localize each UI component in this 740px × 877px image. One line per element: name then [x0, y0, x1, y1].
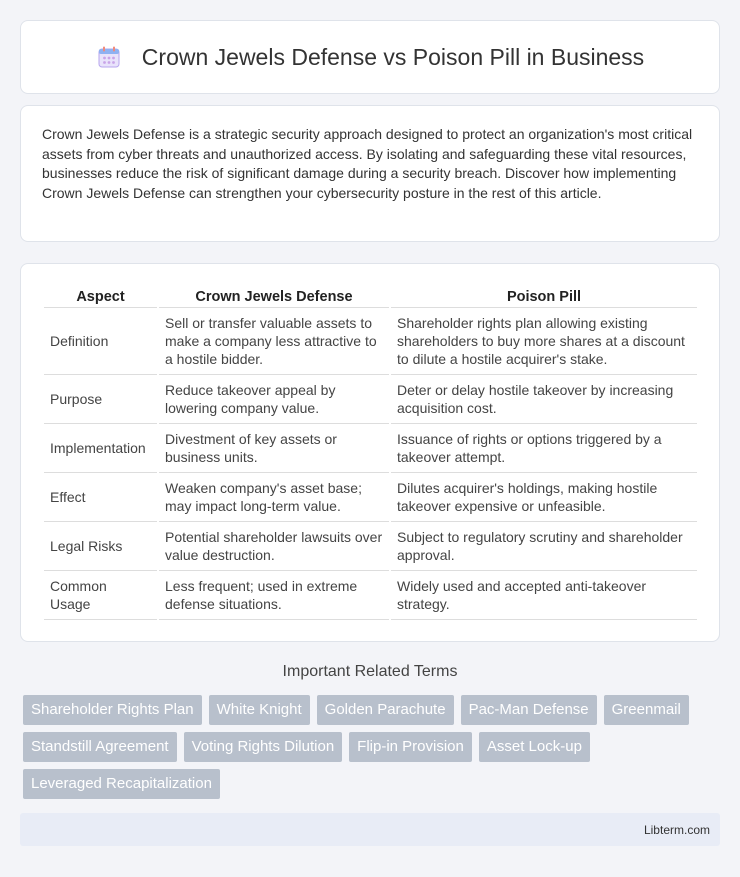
header-card [20, 20, 720, 94]
aspect-cell: Purpose [44, 375, 157, 424]
crown-jewels-cell: Weaken company's asset base; may impact long-term value. [159, 473, 389, 522]
aspect-cell: Legal Risks [44, 522, 157, 571]
related-terms-title: Important Related Terms [282, 663, 458, 680]
aspect-cell: Common Usage [44, 571, 157, 620]
related-terms-list [23, 695, 723, 799]
poison-pill-cell: Widely used and accepted anti-takeover strategy. [391, 571, 697, 620]
column-header-poison-pill: Poison Pill [391, 284, 697, 308]
related-term-tag[interactable]: Golden Parachute [317, 695, 454, 725]
table-header-row [44, 284, 697, 308]
intro-card [20, 105, 720, 242]
poison-pill-cell: Subject to regulatory scrutiny and shareholder approval. [391, 522, 697, 571]
crown-jewels-cell: Sell or transfer valuable assets to make a company less attractive to a hostile bidder. [159, 308, 389, 375]
related-term-tag[interactable]: Greenmail [604, 695, 689, 725]
related-term-tag[interactable]: Flip-in Provision [349, 732, 472, 762]
poison-pill-cell: Shareholder rights plan allowing existing shareholders to buy more shares at a discount to dilute a hostile acquirer's stake. [391, 308, 697, 375]
aspect-cell: Implementation [44, 424, 157, 473]
related-term-tag[interactable]: Pac-Man Defense [461, 695, 597, 725]
related-term-tag[interactable]: White Knight [209, 695, 310, 725]
footer [20, 813, 720, 846]
table-row [44, 375, 697, 424]
crown-jewels-cell: Potential shareholder lawsuits over value destruction. [159, 522, 389, 571]
table-row [44, 571, 697, 620]
comparison-table [42, 284, 699, 620]
related-term-tag[interactable]: Leveraged Recapitalization [23, 769, 220, 799]
related-term-tag[interactable]: Voting Rights Dilution [184, 732, 343, 762]
intro-paragraph: Crown Jewels Defense is a strategic security approach designed to protect an organization's most critical assets from cyber threats and unauthorized access. By isolating and safeguarding these vital resources, businesses reduce the risk of significant damage during a security breach. Discover how implementing Crown Jewels Defense can strengthen your cybersecurity posture in the rest of this article. [42, 126, 693, 201]
comparison-table-card [20, 263, 720, 642]
related-term-tag[interactable]: Asset Lock-up [479, 732, 590, 762]
table-row [44, 424, 697, 473]
footer-site-link[interactable]: Libterm.com [643, 823, 710, 837]
crown-jewels-cell: Divestment of key assets or business units. [159, 424, 389, 473]
poison-pill-cell: Dilutes acquirer's holdings, making hostile takeover expensive or unfeasible. [391, 473, 697, 522]
crown-jewels-cell: Less frequent; used in extreme defense situations. [159, 571, 389, 620]
table-row [44, 308, 697, 375]
page-title: Crown Jewels Defense vs Poison Pill in Business [141, 43, 645, 70]
aspect-cell: Definition [44, 308, 157, 375]
table-row [44, 473, 697, 522]
column-header-aspect: Aspect [44, 284, 157, 308]
calendar-icon [96, 44, 122, 70]
crown-jewels-cell: Reduce takeover appeal by lowering company value. [159, 375, 389, 424]
poison-pill-cell: Deter or delay hostile takeover by increasing acquisition cost. [391, 375, 697, 424]
related-term-tag[interactable]: Standstill Agreement [23, 732, 177, 762]
poison-pill-cell: Issuance of rights or options triggered by a takeover attempt. [391, 424, 697, 473]
column-header-crown-jewels: Crown Jewels Defense [159, 284, 389, 308]
table-row [44, 522, 697, 571]
aspect-cell: Effect [44, 473, 157, 522]
related-term-tag[interactable]: Shareholder Rights Plan [23, 695, 202, 725]
